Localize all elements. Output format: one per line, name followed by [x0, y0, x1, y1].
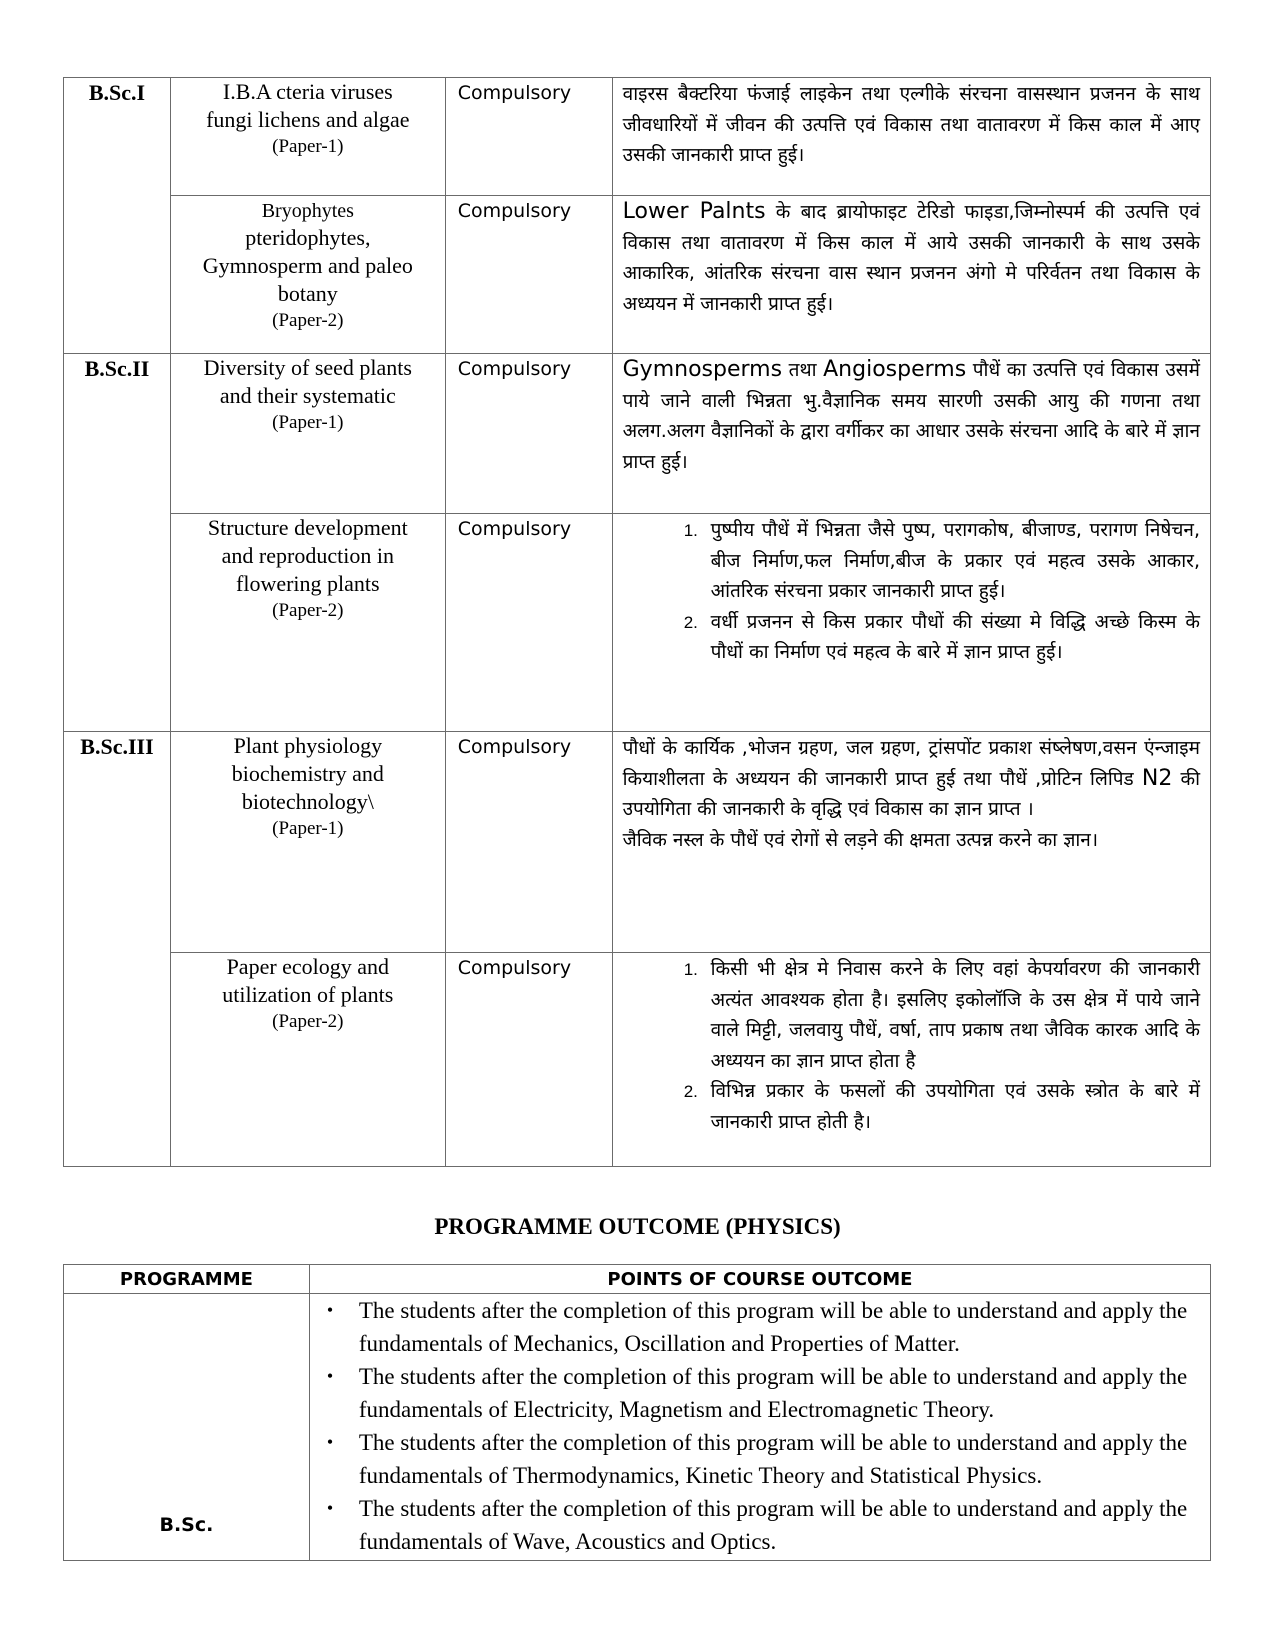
- course-title-line: and reproduction in: [221, 543, 394, 568]
- table-row: [64, 196, 1211, 354]
- course-title-line: Gymnosperm and paleo: [202, 253, 413, 278]
- paper-label: (Paper-2): [272, 600, 344, 621]
- type-cell: Compulsory: [445, 78, 612, 196]
- bullet-icon: •: [326, 1432, 334, 1452]
- physics-outcome-table: [63, 1264, 1211, 1561]
- description-cell: [612, 732, 1210, 953]
- description-cell: वाइरस बैक्टरिया फंजाई लाइकेन तथा एल्गीके संरचना वासस्थान प्रजनन के साथ जीवधारियों में जीवन की उत्पत्ति एवं विकास तथा वातावरण में किस काल में आए उसकी जानकारी प्राप्त हुई।: [612, 78, 1210, 196]
- column-header-points: POINTS OF COURSE OUTCOME: [309, 1265, 1210, 1294]
- list-item: 2. वर्धी प्रजनन से किस प्रकार पौधों की संख्या मे विद्धि अच्छे किस्म के पौधों का निर्माण एवं महत्व के बारे में ज्ञान प्राप्त हुई।: [703, 607, 1200, 668]
- table-row: [64, 953, 1211, 1167]
- course-title-line: botany: [277, 281, 338, 306]
- table-header-row: [64, 1265, 1211, 1294]
- course-title-line: and their systematic: [219, 383, 396, 408]
- point-text: The students after the completion of this program will be able to understand and apply the fundamentals of Electricity, Magnetism and Electromagnetic Theory.: [358, 1364, 1188, 1422]
- bullet-icon: •: [326, 1498, 334, 1518]
- list-item: [326, 1360, 1204, 1426]
- description-text: तथा: [782, 359, 824, 381]
- latin-term: Gymnosperms: [622, 357, 783, 382]
- list-item: 2. विभिन्न प्रकार के फसलों की उपयोगिता एवं उसके स्त्रोत के बारे में जानकारी प्राप्त होती है।: [703, 1076, 1200, 1137]
- list-item: 1. किसी भी क्षेत्र मे निवास करने के लिए वहां केपर्यावरण की जानकारी अत्यंत आवश्यक होता है। इसलिए इकोलॉजि के उस क्षेत्र में पाये जाने वाले मिट्टी, जलवायु पौधें, वर्षा, ताप प्रकाष तथा जैविक कारक आदि के अध्ययन का ज्ञान प्राप्त होता है: [703, 954, 1200, 1076]
- section-title: PROGRAMME OUTCOME (PHYSICS): [434, 1214, 841, 1239]
- course-title-line: Diversity of seed plants: [203, 355, 412, 380]
- description-cell: [612, 953, 1210, 1167]
- table-row: [64, 514, 1211, 732]
- paper-label: (Paper-2): [272, 310, 344, 331]
- course-title-line: Bryophytes: [261, 200, 354, 222]
- latin-term: Lower Palnts: [622, 199, 766, 224]
- paper-label: (Paper-2): [272, 1011, 344, 1032]
- outcome-list: [310, 1294, 1204, 1558]
- description-text: के बाद ब्रायोफाइट टेरिडो फाइडा,जिम्नोस्पर्म की उत्पत्ति एवं विकास तथा वातावरण में किस काल में आये उसकी जानकारी के साथ उसके आकारिक, आंतरिक संरचना वास स्थान प्रजनन अंगो मे परिर्वतन तथा विकास के अध्ययन में जानकारी प्राप्त हुई।: [622, 201, 1200, 315]
- paper-label: (Paper-1): [272, 136, 344, 157]
- course-cell: [170, 78, 445, 196]
- bullet-icon: •: [326, 1366, 334, 1386]
- column-header-programme: PROGRAMME: [64, 1265, 310, 1294]
- year-cell: B.Sc.II: [64, 354, 171, 732]
- paper-label: (Paper-1): [272, 412, 344, 433]
- description-text: पौधों के कार्यिक ,भोजन ग्रहण, जल ग्रहण, ट्रांसपोंट प्रकाश संष्लेषण,वसन एंन्जाइम कियाशीलता के अध्ययन की जानकारी प्राप्त हुई तथा पौधें ,प्रोटिन लिपिड: [622, 737, 1200, 790]
- course-cell: [170, 953, 445, 1167]
- list-item: [326, 1492, 1204, 1558]
- course-title-line: biotechnology\: [241, 789, 374, 814]
- year-cell: B.Sc.III: [64, 732, 171, 1167]
- table-row: [64, 732, 1211, 953]
- table-row: [64, 1294, 1211, 1561]
- table-row: [64, 78, 1211, 196]
- latin-term: Angiosperms: [823, 357, 967, 382]
- type-cell: Compulsory: [445, 514, 612, 732]
- course-title-line: pteridophytes,: [245, 225, 371, 250]
- list-item: [326, 1294, 1204, 1360]
- outcome-list: [623, 954, 1200, 1137]
- type-cell: Compulsory: [445, 953, 612, 1167]
- programme-cell: B.Sc.: [64, 1294, 310, 1561]
- course-title-line: fungi lichens and algae: [206, 107, 410, 132]
- course-cell: [170, 732, 445, 953]
- description-cell: [612, 196, 1210, 354]
- description-text: पौधें का उत्पत्ति एवं विकास उसमें पाये जाने वाली भिन्नता भु.वैज्ञानिक समय सारणी उसकी आयु की गणना तथा अलग.अलग वैज्ञानिकों के द्वारा वर्गीकर का आधार उसके संरचना आदि के बारे में ज्ञान प्राप्त हुई।: [622, 359, 1200, 473]
- botany-course-outcome-table: [63, 77, 1211, 1167]
- list-item: 1. पुष्पीय पौधें में भिन्नता जैसे पुष्प, परागकोष, बीजाण्ड, परागण निषेचन, बीज निर्माण,फल निर्माण,बीज के प्रकार एवं महत्व उसके आकार, आंतरिक संरचना प्रकार जानकारी प्राप्त हुई।: [703, 515, 1200, 607]
- course-title-line: Paper ecology and: [226, 954, 390, 979]
- points-cell: [309, 1294, 1210, 1561]
- description-cell: [612, 514, 1210, 732]
- course-cell: [170, 354, 445, 514]
- type-cell: Compulsory: [445, 196, 612, 354]
- bullet-icon: •: [326, 1300, 334, 1320]
- course-title-line: Structure development: [207, 515, 408, 540]
- description-text: जैविक नस्ल के पौधें एवं रोगों से लड़ने की क्षमता उत्पन्न करने का ज्ञान।: [622, 828, 1099, 851]
- type-cell: Compulsory: [445, 732, 612, 953]
- point-text: The students after the completion of this program will be able to understand and apply the fundamentals of Mechanics, Oscillation and Properties of Matter.: [358, 1298, 1188, 1356]
- year-cell: B.Sc.I: [64, 78, 171, 354]
- latin-term: N2: [1141, 765, 1173, 791]
- point-text: The students after the completion of this program will be able to understand and apply the fundamentals of Thermodynamics, Kinetic Theory and Statistical Physics.: [358, 1430, 1188, 1488]
- course-title-line: biochemistry and: [231, 761, 384, 786]
- table-row: [64, 354, 1211, 514]
- course-cell: [170, 514, 445, 732]
- outcome-list: [623, 515, 1200, 668]
- course-title-line: I.B.A cteria viruses: [222, 79, 393, 104]
- point-text: The students after the completion of this program will be able to understand and apply the fundamentals of Wave, Acoustics and Optics.: [358, 1496, 1188, 1554]
- type-cell: Compulsory: [445, 354, 612, 514]
- description-text: की उपयोगिता की जानकारी के वृद्धि एवं विकास का ज्ञान प्राप्त ।: [622, 767, 1200, 820]
- course-cell: [170, 196, 445, 354]
- list-item: [326, 1426, 1204, 1492]
- paper-label: (Paper-1): [272, 818, 344, 839]
- description-cell: [612, 354, 1210, 514]
- course-title-line: utilization of plants: [222, 982, 394, 1007]
- course-title-line: flowering plants: [236, 571, 380, 596]
- course-title-line: Plant physiology: [233, 733, 383, 758]
